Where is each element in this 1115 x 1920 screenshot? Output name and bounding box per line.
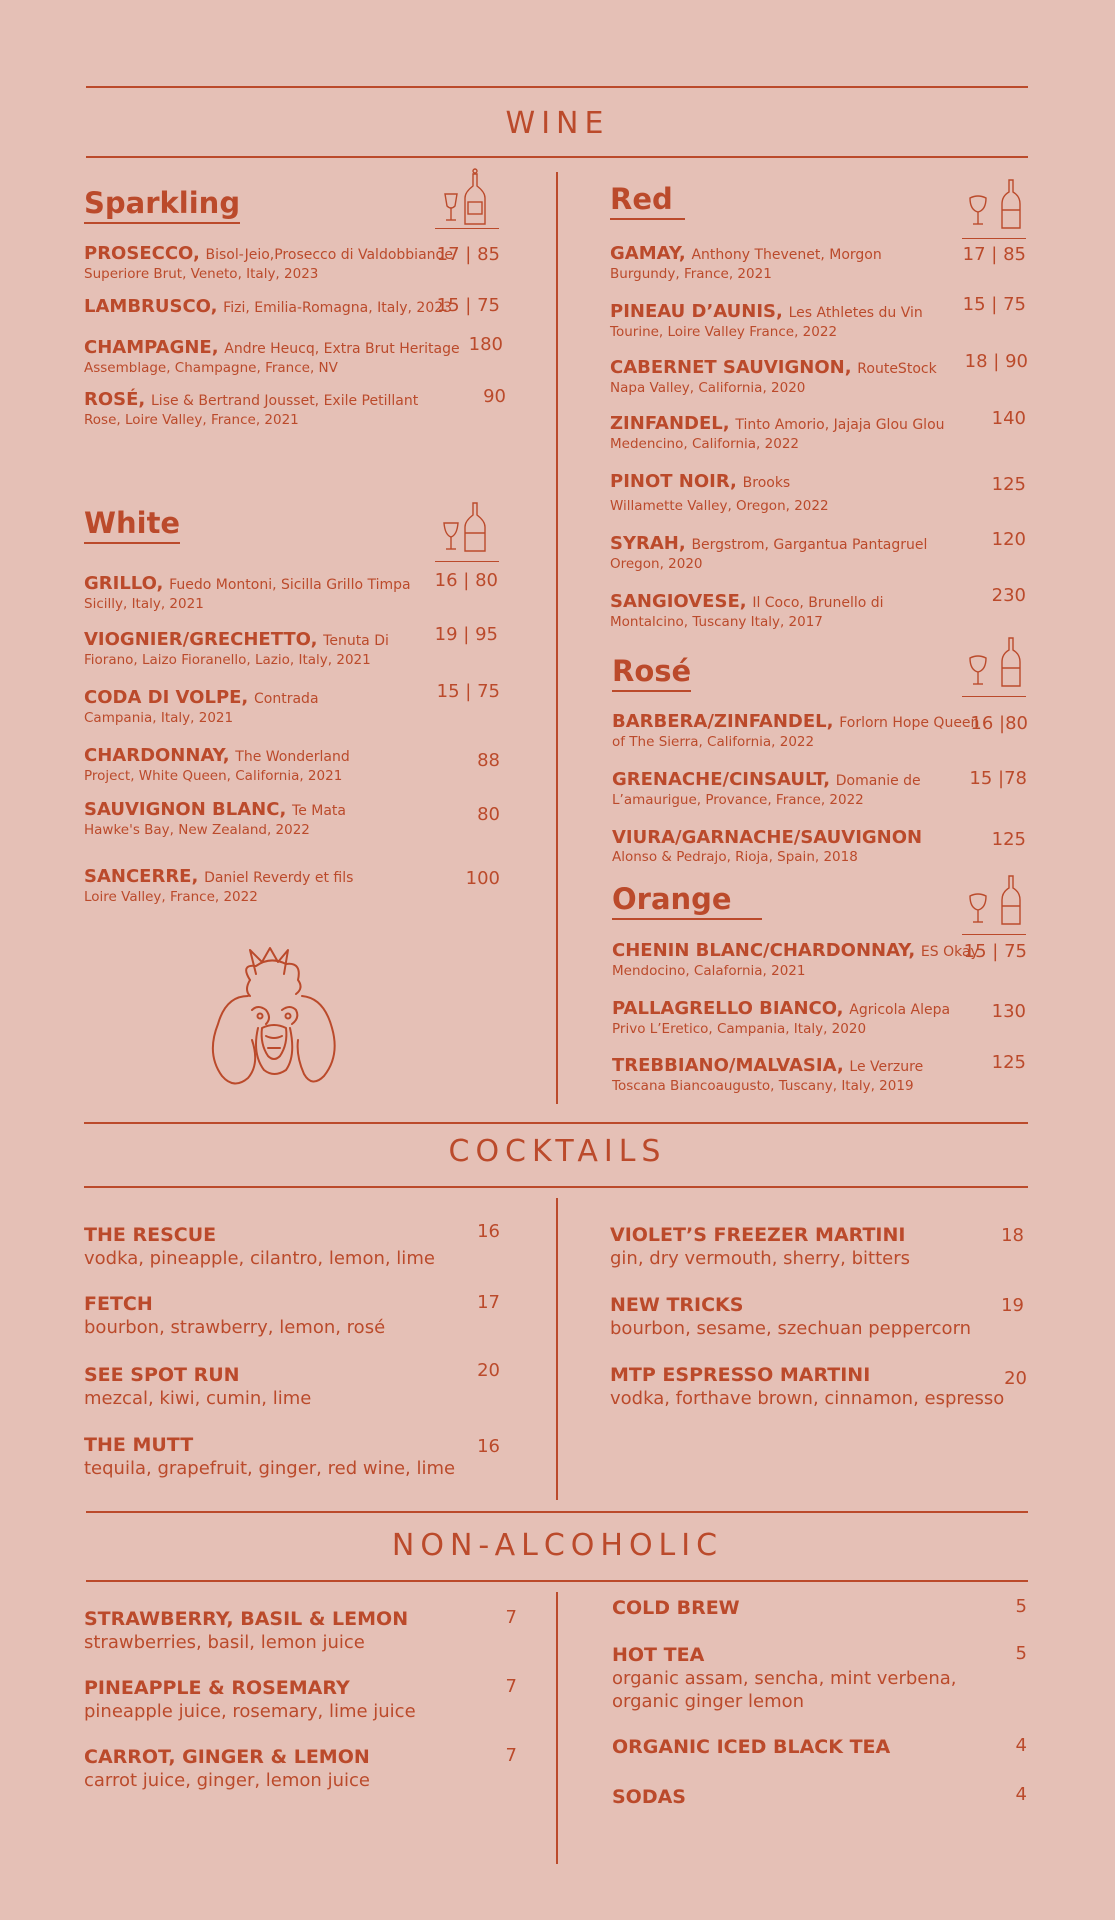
- red-icons: [962, 178, 1026, 239]
- wine-item-syrah: SYRAH, Bergstrom, Gargantua Pantagruel Oregon, 2020: [610, 533, 928, 572]
- poodle-illustration: [200, 944, 350, 1094]
- wine-item-grillo: GRILLO, Fuedo Montoni, Sicilla Grillo Timpa Sicilly, Italy, 2021: [84, 573, 411, 612]
- cocktail-item-the-rescue: THE RESCUE vodka, pineapple, cilantro, lemon, lime: [84, 1224, 435, 1269]
- rose-icons: [962, 636, 1026, 697]
- wine-price: 15 | 75: [436, 295, 500, 316]
- wine-price: 15 | 75: [436, 681, 500, 702]
- wine-item-pinot-noir: PINOT NOIR, Brooks Willamette Valley, Oregon, 2022: [610, 471, 829, 514]
- wine-price: 15 | 75: [962, 294, 1026, 315]
- wine-item-sancerre: SANCERRE, Daniel Reverdy et fils Loire Valley, France, 2022: [84, 866, 354, 905]
- cocktail-item-violets-freezer-martini: VIOLET’S FREEZER MARTINI gin, dry vermouth, sherry, bitters: [610, 1224, 910, 1269]
- na-price: 7: [505, 1607, 517, 1628]
- wine-price: 15 | 75: [963, 941, 1027, 962]
- wine-price: 100: [465, 868, 500, 889]
- na-price: 7: [505, 1676, 517, 1697]
- wine-bottle-icon: [465, 503, 485, 551]
- non-alcoholic-column-divider: [556, 1592, 558, 1864]
- wine-title: WINE: [505, 106, 610, 141]
- wine-item-viura: VIURA/GARNACHE/SAUVIGNON Alonso & Pedrajo, Rioja, Spain, 2018: [612, 827, 923, 865]
- wine-glass-icon: [445, 194, 457, 220]
- wine-price: 125: [991, 474, 1026, 495]
- cocktail-price: 16: [477, 1436, 500, 1457]
- wine-price: 125: [991, 829, 1026, 850]
- cocktail-price: 17: [477, 1292, 500, 1313]
- na-price: 5: [1015, 1596, 1027, 1617]
- wine-price: 80: [477, 804, 500, 825]
- wine-item-pallagrello: PALLAGRELLO BIANCO, Agricola Alepa Privo L’Eretico, Campania, Italy, 2020: [612, 998, 951, 1037]
- wine-item-zinfandel: ZINFANDEL, Tinto Amorio, Jajaja Glou Glou Medencino, California, 2022: [610, 413, 945, 452]
- na-price: 4: [1015, 1784, 1027, 1805]
- non-alcoholic-top-rule: [86, 1511, 1028, 1513]
- wine-item-pineau-daunis: PINEAU D’AUNIS, Les Athletes du Vin Tourine, Loire Valley France, 2022: [610, 301, 923, 340]
- cocktail-item-fetch: FETCH bourbon, strawberry, lemon, rosé: [84, 1293, 386, 1338]
- white-heading: White: [84, 508, 180, 544]
- wine-item-rose-sparkling: ROSÉ, Lise & Bertrand Jousset, Exile Petillant Rose, Loire Valley, France, 2021: [84, 389, 419, 428]
- wine-item-prosecco: PROSECCO, Bisol-Jeio,Prosecco di Valdobbiande Superiore Brut, Veneto, Italy, 2023: [84, 243, 454, 282]
- cocktail-price: 18: [1001, 1225, 1024, 1246]
- white-icons: [435, 501, 499, 562]
- wine-item-gamay: GAMAY, Anthony Thevenet, Morgon Burgundy, France, 2021: [610, 243, 882, 282]
- wine-price: 140: [991, 408, 1026, 429]
- cocktail-price: 19: [1001, 1295, 1024, 1316]
- na-item-pineapple-rosemary: PINEAPPLE & ROSEMARY pineapple juice, rosemary, lime juice: [84, 1677, 416, 1722]
- cocktail-item-the-mutt: THE MUTT tequila, grapefruit, ginger, red wine, lime: [84, 1434, 456, 1479]
- wine-column-divider: [556, 172, 558, 1104]
- wine-glass-icon: [970, 196, 986, 224]
- wine-top-rule: [86, 86, 1028, 88]
- wine-price: 120: [991, 529, 1026, 550]
- wine-item-cabernet: CABERNET SAUVIGNON, RouteStock Napa Valley, California, 2020: [610, 357, 937, 396]
- cocktail-price: 20: [477, 1360, 500, 1381]
- wine-price: 88: [477, 750, 500, 771]
- wine-price: 17 | 85: [436, 244, 500, 265]
- na-price: 5: [1015, 1643, 1027, 1664]
- na-item-strawberry-basil-lemon: STRAWBERRY, BASIL & LEMON strawberries, basil, lemon juice: [84, 1608, 409, 1653]
- wine-price: 180: [468, 334, 503, 355]
- wine-item-lambrusco: LAMBRUSCO, Fizi, Emilia-Romagna, Italy, 2023: [84, 296, 453, 317]
- wine-bottle-icon: [1002, 180, 1020, 228]
- wine-price: 18 | 90: [964, 351, 1028, 372]
- wine-glass-icon: [970, 656, 986, 684]
- wine-price: 90: [483, 386, 506, 407]
- na-item-hot-tea: HOT TEA organic assam, sencha, mint verbena, organic ginger lemon: [612, 1644, 957, 1712]
- wine-price: 16 |80: [970, 713, 1028, 734]
- wine-glass-icon: [970, 894, 986, 922]
- wine-glass-icon: [444, 523, 458, 549]
- rose-heading: Rosé: [612, 656, 691, 692]
- sparkling-heading: Sparkling: [84, 188, 240, 224]
- wine-bottom-rule: [86, 156, 1028, 158]
- cocktail-item-see-spot-run: SEE SPOT RUN mezcal, kiwi, cumin, lime: [84, 1364, 312, 1409]
- na-item-carrot-ginger-lemon: CARROT, GINGER & LEMON carrot juice, ginger, lemon juice: [84, 1746, 370, 1791]
- wine-price: 130: [991, 1001, 1026, 1022]
- wine-bottle-icon: [465, 169, 485, 224]
- wine-price: 16 | 80: [434, 570, 498, 591]
- wine-bottle-icon: [1002, 638, 1020, 686]
- cocktails-top-rule: [84, 1122, 1028, 1124]
- sparkling-icons: [435, 168, 499, 229]
- cocktail-item-mtp-espresso-martini: MTP ESPRESSO MARTINI vodka, forthave brown, cinnamon, espresso: [610, 1364, 1005, 1409]
- wine-price: 125: [991, 1052, 1026, 1073]
- wine-price: 17 | 85: [962, 244, 1026, 265]
- wine-bottle-icon: [1002, 876, 1020, 924]
- na-item-sodas: SODAS: [612, 1786, 686, 1808]
- non-alcoholic-bottom-rule: [86, 1580, 1028, 1582]
- cocktails-column-divider: [556, 1198, 558, 1500]
- na-price: 7: [505, 1745, 517, 1766]
- cocktails-bottom-rule: [84, 1186, 1028, 1188]
- wine-item-sangiovese: SANGIOVESE, Il Coco, Brunello di Montalcino, Tuscany Italy, 2017: [610, 591, 884, 630]
- non-alcoholic-title: NON-ALCOHOLIC: [391, 1528, 724, 1563]
- wine-price: 19 | 95: [434, 624, 498, 645]
- na-item-organic-iced-black-tea: ORGANIC ICED BLACK TEA: [612, 1736, 891, 1758]
- na-item-cold-brew: COLD BREW: [612, 1597, 740, 1619]
- wine-item-coda-di-volpe: CODA DI VOLPE, Contrada Campania, Italy, 2021: [84, 687, 319, 726]
- cocktail-price: 20: [1004, 1368, 1027, 1389]
- orange-heading: Orange: [612, 884, 762, 920]
- wine-item-champagne: CHAMPAGNE, Andre Heucq, Extra Brut Heritage Assemblage, Champagne, France, NV: [84, 337, 460, 376]
- wine-price: 15 |78: [969, 768, 1027, 789]
- wine-item-sauvignon-blanc: SAUVIGNON BLANC, Te Mata Hawke's Bay, New Zealand, 2022: [84, 799, 346, 838]
- wine-item-viognier: VIOGNIER/GRECHETTO, Tenuta Di Fiorano, Laizo Fioranello, Lazio, Italy, 2021: [84, 629, 389, 668]
- red-heading: Red: [610, 184, 685, 220]
- cocktail-item-new-tricks: NEW TRICKS bourbon, sesame, szechuan peppercorn: [610, 1294, 972, 1339]
- wine-price: 230: [991, 585, 1026, 606]
- wine-item-chardonnay: CHARDONNAY, The Wonderland Project, White Queen, California, 2021: [84, 745, 350, 784]
- wine-item-barbera: BARBERA/ZINFANDEL, Forlorn Hope Queen of The Sierra, California, 2022: [612, 711, 980, 750]
- wine-item-grenache: GRENACHE/CINSAULT, Domanie de L’amaurigue, Provance, France, 2022: [612, 769, 921, 808]
- cocktail-price: 16: [477, 1221, 500, 1242]
- cocktails-title: COCKTAILS: [448, 1134, 667, 1169]
- wine-item-trebbiano: TREBBIANO/MALVASIA, Le Verzure Toscana Biancoaugusto, Tuscany, Italy, 2019: [612, 1055, 924, 1094]
- orange-icons: [962, 874, 1026, 935]
- wine-item-chenin-blanc: CHENIN BLANC/CHARDONNAY, ES Okay Mendocino, Calafornia, 2021: [612, 940, 979, 979]
- na-price: 4: [1015, 1735, 1027, 1756]
